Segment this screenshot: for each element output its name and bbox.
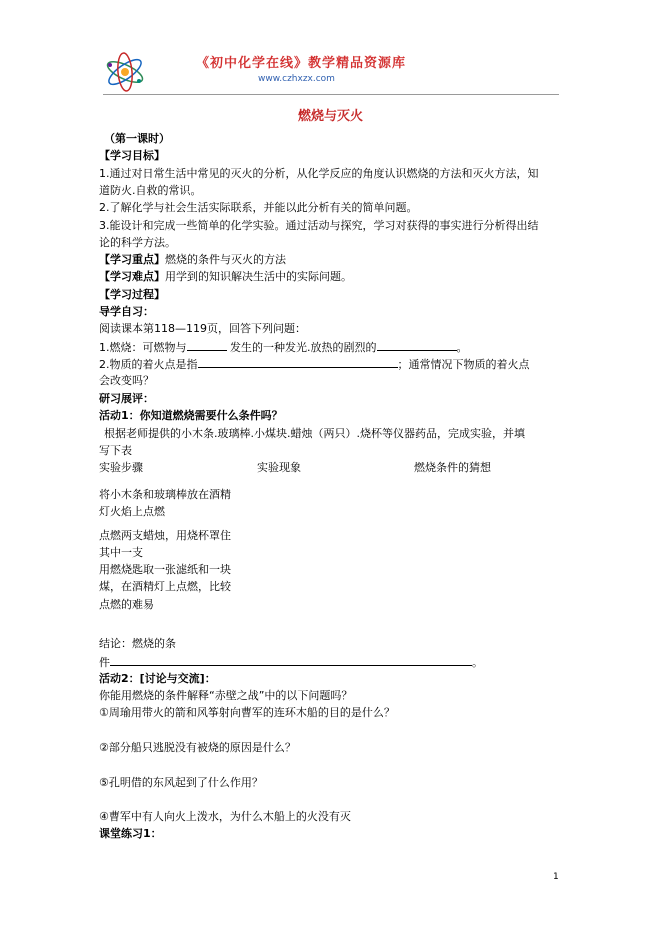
table-step-line: 点燃的难易 [99,598,154,611]
question-2-part-a: 2.物质的着火点是指 [99,358,198,371]
answer-blank[interactable] [110,655,472,666]
key-point-text: 燃烧的条件与灭火的方法 [165,253,286,266]
preview-heading: 导学自习： [99,305,154,318]
activity-1-description: 写下表 [99,444,132,457]
table-step-line: 灯火焰上点燃 [99,505,165,518]
table-step-line: 将小木条和玻璃棒放在酒精 [99,488,231,501]
answer-blank[interactable] [187,340,227,351]
lesson-label: （第一课时） [104,132,170,145]
difficulty-text: 用学到的知识解决生活中的实际问题。 [165,270,352,283]
difficulty-label: 【学习难点】 [99,270,165,283]
activity-2-title: 活动2：[讨论与交流]： [99,672,216,685]
banner-url[interactable]: www.czhxzx.com [258,74,335,84]
key-point-label: 【学习重点】 [99,253,165,266]
table-step-line: 点燃两支蜡烛，用烧杯罩住 [99,529,231,542]
discussion-question: ⑤孔明借的东风起到了什么作用？ [99,776,263,789]
activity-1-description: 根据老师提供的小木条.玻璃棒.小煤块.蜡烛（两只）.烧杯等仪器药品，完成实验，并填 [104,427,525,440]
objective-line: 论的科学方法。 [99,236,176,249]
table-header-conjecture: 燃烧条件的猜想 [414,461,491,474]
activity-1-title: 活动1：你知道燃烧需要什么条件吗？ [99,409,283,422]
table-header-phenomena: 实验现象 [257,461,301,474]
conclusion-label: 结论：燃烧的条 [99,637,176,650]
question-1-part-a: 1.燃烧：可燃物与 [99,341,187,354]
question-2-continued: 会改变吗？ [99,374,154,387]
preview-intro: 阅读课本第118—119页，回答下列问题： [99,322,306,335]
process-heading: 【学习过程】 [99,288,165,301]
key-point [99,253,286,267]
conclusion-line [99,655,483,670]
document-title: 燃烧与灭火 [297,109,363,124]
conclusion-prefix: 件 [99,656,110,669]
objective-line: 道防火.自救的常识。 [99,184,202,197]
question-1-part-c: 。 [456,341,468,354]
study-heading: 研习展评： [99,392,154,405]
table-step-line: 煤，在酒精灯上点燃，比较 [99,580,231,593]
question-2 [99,357,530,372]
table-step-line: 其中一支 [99,546,143,559]
practice-heading: 课堂练习1： [99,827,162,840]
difficulty [99,270,352,284]
question-1 [99,340,468,355]
header-divider [103,94,559,95]
activity-2-intro: 你能用燃烧的条件解释“赤壁之战”中的以下问题吗？ [99,689,353,702]
objective-line: 2.了解化学与社会生活实际联系，并能以此分析有关的简单问题。 [99,201,418,214]
objective-line: 1.通过对日常生活中常见的灭火的分析，从化学反应的角度认识燃烧的方法和灭火方法，知 [99,167,539,180]
table-header-steps: 实验步骤 [99,461,143,474]
table-step-line: 用燃烧匙取一张滤纸和一块 [99,563,231,576]
banner-title: 《初中化学在线》教学精品资源库 [196,56,407,71]
objective-line: 3.能设计和完成一些简单的化学实验。通过活动与探究，学习对获得的事实进行分析得出结 [99,219,539,232]
answer-blank[interactable] [377,340,457,351]
discussion-question: ②部分船只逃脱没有被烧的原因是什么？ [99,741,296,754]
discussion-question: ①周瑜用带火的箭和风筝射向曹军的连环木船的目的是什么？ [99,706,395,719]
answer-blank[interactable] [198,357,398,368]
atom-logo-icon [103,52,147,92]
objectives-heading: 【学习目标】 [99,149,165,162]
page-number: 1 [553,872,559,882]
question-2-part-b: ；通常情况下物质的着火点 [397,358,530,371]
conclusion-suffix: 。 [472,656,483,669]
discussion-question: ④曹军中有人向火上泼水，为什么木船上的火没有灭 [99,810,351,823]
question-1-part-b: 发生的一种发光.放热的剧烈的 [230,341,377,354]
